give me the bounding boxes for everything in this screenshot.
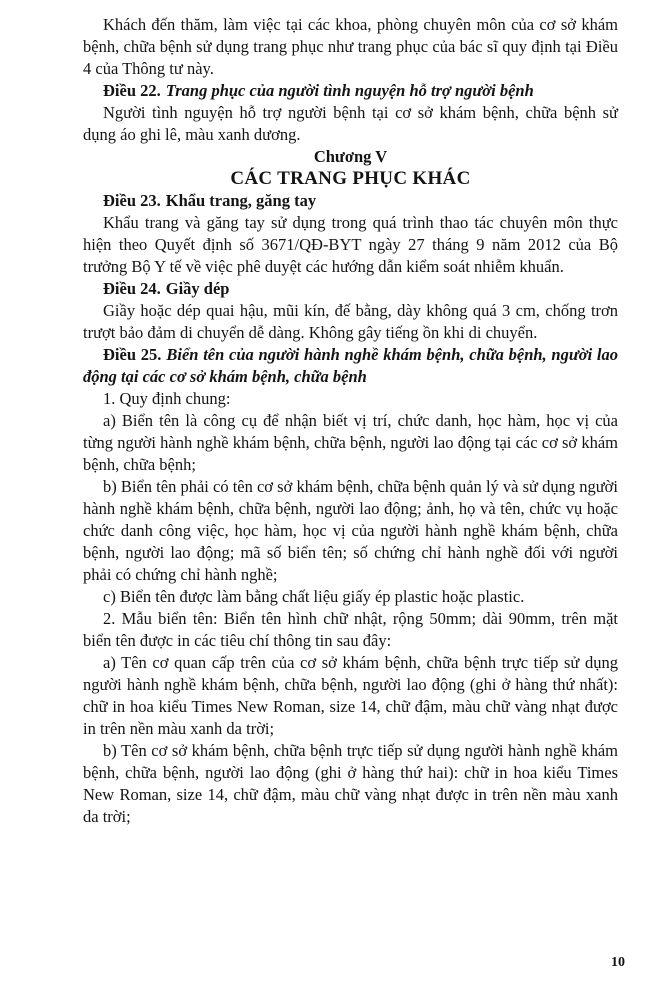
article-25-section-1: 1. Quy định chung: — [103, 389, 231, 408]
article-25-item-c: c) Biển tên được làm bằng chất liệu giấy ép plastic hoặc plastic. — [103, 587, 525, 606]
article-25-section-2: 2. Mẫu biển tên: Biển tên hình chữ nhật, rộng 50mm; dài 90mm, trên mặt biển tên được in các tiêu chí thông tin sau đây: — [83, 609, 618, 650]
article-25-section-2-item-a: a) Tên cơ quan cấp trên của cơ sở khám bệnh, chữa bệnh trực tiếp sử dụng người hành nghề khám bệnh, chữa bệnh, người lao động (ghi ở hàng thứ nhất): chữ in hoa kiểu Times New Roman, size 14, chữ đậm, màu chữ vàng nhạt được in trên nền màu xanh da trời; — [83, 653, 618, 738]
intro-paragraph: Khách đến thăm, làm việc tại các khoa, phòng chuyên môn của cơ sở khám bệnh, chữa bệnh sử dụng trang phục như trang phục của bác sĩ quy định tại Điều 4 của Thông tư này. — [83, 15, 618, 78]
article-24-title: Giầy dép — [165, 279, 230, 298]
article-23-body: Khẩu trang và găng tay sử dụng trong quá trình thao tác chuyên môn thực hiện theo Quyết định số 3671/QĐ-BYT ngày 27 tháng 9 năm 2012 của Bộ trưởng Bộ Y tế về việc phê duyệt các hướng dẫn kiểm soát nhiễm khuẩn. — [83, 213, 618, 276]
article-23-heading — [83, 190, 618, 212]
article-25-item-b: b) Biển tên phải có tên cơ sở khám bệnh, chữa bệnh quản lý và sử dụng người hành nghề khám bệnh, chữa bệnh, người lao động; ảnh, họ và tên, chức vụ hoặc chức danh công việc, học hàm, học vị của người hành nghề khám bệnh, chữa bệnh, người lao động; mã số biển tên; số chứng chỉ hành nghề đối với người phải có chứng chỉ hành nghề; — [83, 477, 618, 584]
article-22-body: Người tình nguyện hỗ trợ người bệnh tại cơ sở khám bệnh, chữa bệnh sử dụng áo ghi lê, màu xanh dương. — [83, 103, 618, 144]
page-number: 10 — [611, 955, 625, 970]
article-23-number: Điều 23. — [103, 191, 161, 210]
article-23-title: Khẩu trang, găng tay — [165, 191, 317, 210]
chapter-title: CÁC TRANG PHỤC KHÁC — [230, 168, 471, 189]
chapter-number: Chương V — [313, 147, 388, 166]
article-25-heading — [83, 344, 618, 388]
page-content — [83, 14, 618, 828]
article-24-heading — [83, 278, 618, 300]
article-22-heading — [83, 80, 618, 102]
article-24-body: Giầy hoặc dép quai hậu, mũi kín, đế bằng, dày không quá 3 cm, chống trơn trượt bảo đảm di chuyển dễ dàng. Không gây tiếng ồn khi di chuyển. — [83, 301, 618, 342]
article-25-section-2-item-b: b) Tên cơ sở khám bệnh, chữa bệnh trực tiếp sử dụng người hành nghề khám bệnh, chữa bệnh, người lao động (ghi ở hàng thứ hai): chữ in hoa kiểu Times New Roman, size 14, chữ đậm, màu chữ vàng nhạt được in trên nền màu xanh da trời; — [83, 741, 618, 826]
article-22-title: Trang phục của người tình nguyện hỗ trợ người bệnh — [165, 81, 534, 100]
article-22-number: Điều 22. — [103, 81, 161, 100]
article-25-item-a: a) Biển tên là công cụ để nhận biết vị trí, chức danh, học hàm, học vị của từng người hành nghề khám bệnh, chữa bệnh, người lao động tại các cơ sở khám bệnh, chữa bệnh; — [83, 411, 618, 474]
article-25-title: Biển tên của người hành nghề khám bệnh, chữa bệnh, người lao động tại các cơ sở khám bệnh, chữa bệnh — [83, 345, 619, 386]
article-24-number: Điều 24. — [103, 279, 161, 298]
article-25-number: Điều 25. — [103, 345, 162, 364]
